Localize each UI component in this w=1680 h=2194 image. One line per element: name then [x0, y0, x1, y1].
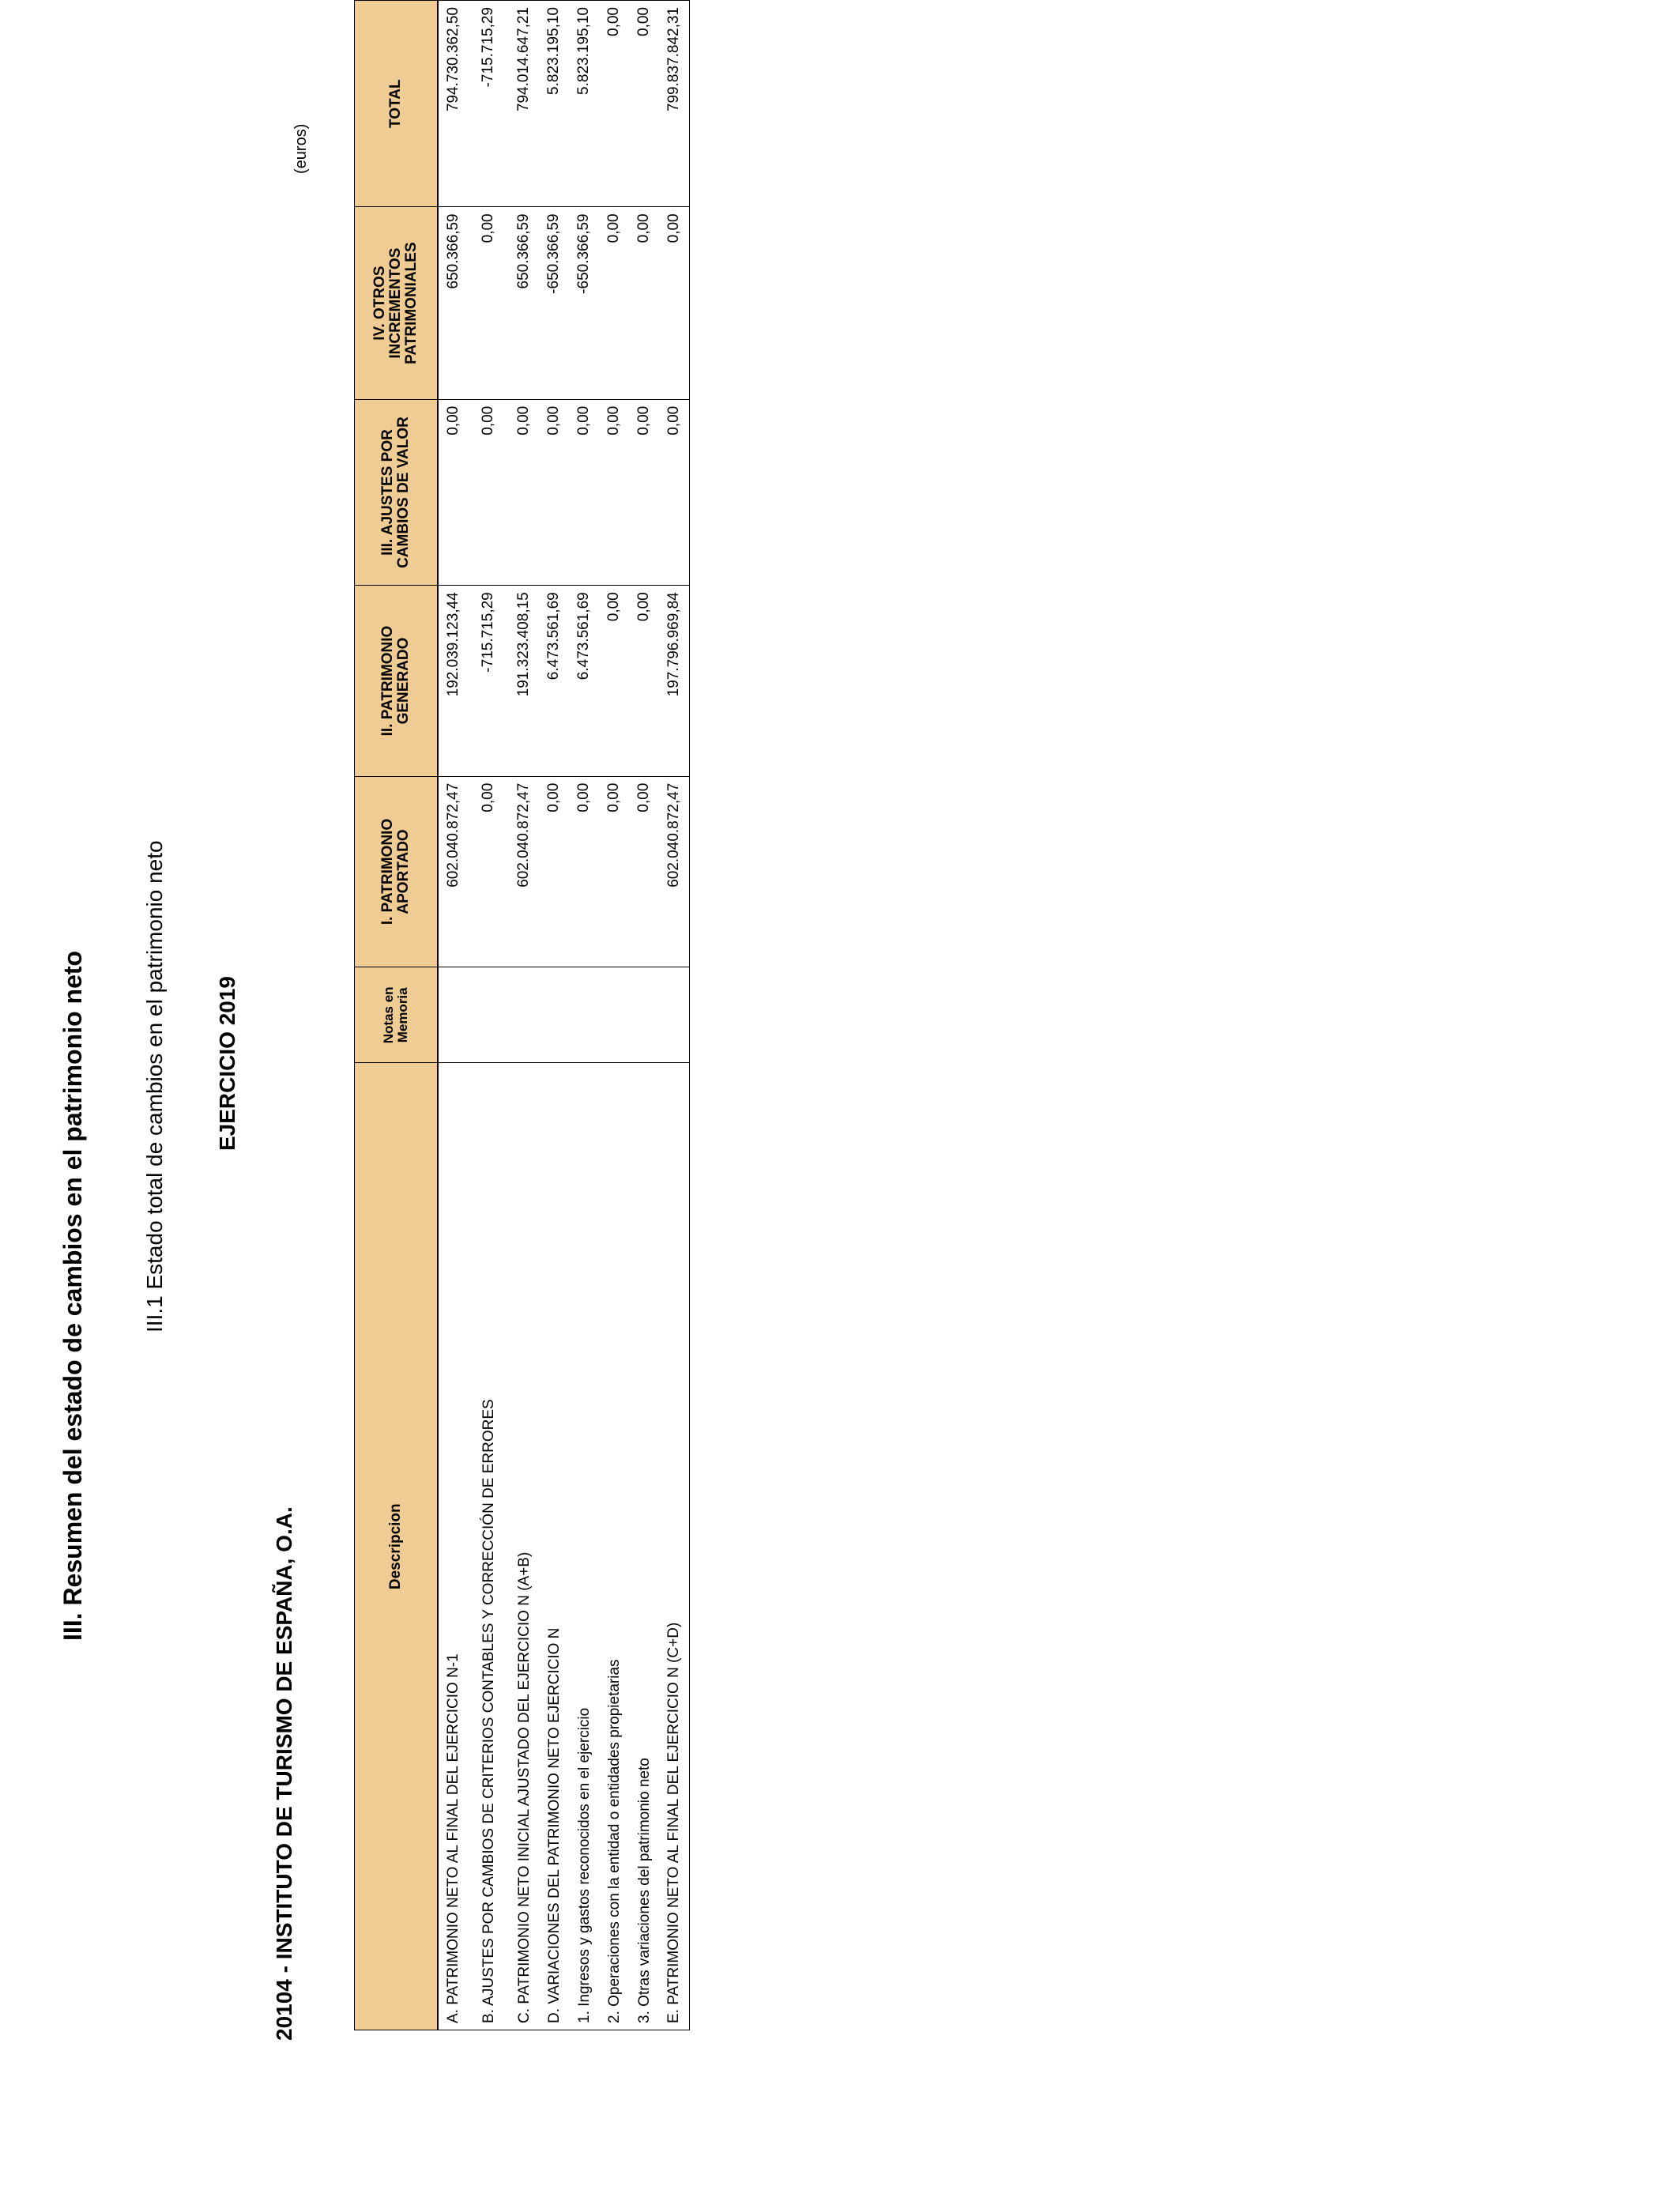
row-patrimonio-aportado: 0,00: [629, 776, 659, 967]
column-header-ajustes-valor: III. AJUSTES POR CAMBIOS DE VALOR: [355, 399, 439, 585]
row-otros-incrementos: 0,00: [629, 207, 659, 399]
equity-changes-table: [354, 0, 690, 2030]
row-notes: [569, 967, 599, 1063]
entity-name: 20104 - INSTITUTO DE TURISMO DE ESPAÑA, O.A.: [272, 1506, 296, 2041]
row-description: B. AJUSTES POR CAMBIOS DE CRITERIOS CONTABLES Y CORRECCIÓN DE ERRORES: [468, 1063, 509, 2030]
row-notes: [438, 967, 468, 1063]
row-ajustes-valor: 0,00: [659, 399, 689, 585]
row-patrimonio-generado: 192.039.123,44: [438, 586, 468, 776]
column-header-notes: Notas en Memoria: [355, 967, 439, 1063]
row-description: 3. Otras variaciones del patrimonio neto: [629, 1063, 659, 2030]
table-row: [629, 1, 659, 2030]
row-patrimonio-aportado: 0,00: [599, 776, 629, 967]
row-notes: [539, 967, 569, 1063]
row-total: -715.715,29: [468, 1, 509, 207]
row-ajustes-valor: 0,00: [539, 399, 569, 585]
row-notes: [509, 967, 539, 1063]
row-patrimonio-generado: 191.323.408,15: [509, 586, 539, 776]
table-body: [438, 1, 689, 2030]
row-patrimonio-aportado: 0,00: [539, 776, 569, 967]
row-ajustes-valor: 0,00: [468, 399, 509, 585]
row-notes: [629, 967, 659, 1063]
exercise-year: EJERCICIO 2019: [215, 976, 239, 1151]
table-row: [438, 1, 468, 2030]
row-total: 794.014.647,21: [509, 1, 539, 207]
row-patrimonio-generado: 0,00: [599, 586, 629, 776]
row-notes: [599, 967, 629, 1063]
table-row: [599, 1, 629, 2030]
row-patrimonio-generado: 6.473.561,69: [569, 586, 599, 776]
row-patrimonio-aportado: 0,00: [468, 776, 509, 967]
row-patrimonio-aportado: 602.040.872,47: [438, 776, 468, 967]
row-total: 799.837.842,31: [659, 1, 689, 207]
row-description: 1. Ingresos y gastos reconocidos en el ejercicio: [569, 1063, 599, 2030]
row-patrimonio-generado: 0,00: [629, 586, 659, 776]
page-title: III. Resumen del estado de cambios en el patrimonio neto: [58, 950, 87, 1641]
row-total: 5.823.195,10: [539, 1, 569, 207]
row-description: D. VARIACIONES DEL PATRIMONIO NETO EJERCICIO N: [539, 1063, 569, 2030]
page-subtitle: III.1 Estado total de cambios en el patrimonio neto: [142, 840, 167, 1333]
row-ajustes-valor: 0,00: [569, 399, 599, 585]
row-total: 5.823.195,10: [569, 1, 599, 207]
table-row: [659, 1, 689, 2030]
row-patrimonio-generado: 197.796.969,84: [659, 586, 689, 776]
row-notes: [468, 967, 509, 1063]
row-otros-incrementos: -650.366,59: [569, 207, 599, 399]
row-total: 794.730.362,50: [438, 1, 468, 207]
row-total: 0,00: [629, 1, 659, 207]
row-otros-incrementos: 0,00: [659, 207, 689, 399]
units-label: (euros): [292, 123, 310, 174]
row-ajustes-valor: 0,00: [438, 399, 468, 585]
row-ajustes-valor: 0,00: [599, 399, 629, 585]
row-patrimonio-aportado: 602.040.872,47: [659, 776, 689, 967]
row-patrimonio-generado: 6.473.561,69: [539, 586, 569, 776]
column-header-description: Descripcion: [355, 1063, 439, 2030]
row-otros-incrementos: 0,00: [599, 207, 629, 399]
row-patrimonio-generado: -715.715,29: [468, 586, 509, 776]
row-description: C. PATRIMONIO NETO INICIAL AJUSTADO DEL EJERCICIO N (A+B): [509, 1063, 539, 2030]
row-description: E. PATRIMONIO NETO AL FINAL DEL EJERCICIO N (C+D): [659, 1063, 689, 2030]
column-header-total: TOTAL: [355, 1, 439, 207]
table-row: [569, 1, 599, 2030]
row-description: 2. Operaciones con la entidad o entidades propietarias: [599, 1063, 629, 2030]
table-row: [468, 1, 509, 2030]
row-otros-incrementos: 650.366,59: [509, 207, 539, 399]
row-patrimonio-aportado: 0,00: [569, 776, 599, 967]
row-total: 0,00: [599, 1, 629, 207]
row-ajustes-valor: 0,00: [629, 399, 659, 585]
row-ajustes-valor: 0,00: [509, 399, 539, 585]
column-header-otros-incrementos: IV. OTROS INCREMENTOS PATRIMONIALES: [355, 207, 439, 399]
row-patrimonio-aportado: 602.040.872,47: [509, 776, 539, 967]
row-otros-incrementos: 0,00: [468, 207, 509, 399]
row-otros-incrementos: 650.366,59: [438, 207, 468, 399]
row-notes: [659, 967, 689, 1063]
row-otros-incrementos: -650.366,59: [539, 207, 569, 399]
row-description: A. PATRIMONIO NETO AL FINAL DEL EJERCICIO N-1: [438, 1063, 468, 2030]
table-row: [509, 1, 539, 2030]
table-row: [539, 1, 569, 2030]
column-header-patrimonio-generado: II. PATRIMONIO GENERADO: [355, 586, 439, 776]
column-header-patrimonio-aportado: I. PATRIMONIO APORTADO: [355, 776, 439, 967]
table-header-row: [355, 1, 439, 2030]
